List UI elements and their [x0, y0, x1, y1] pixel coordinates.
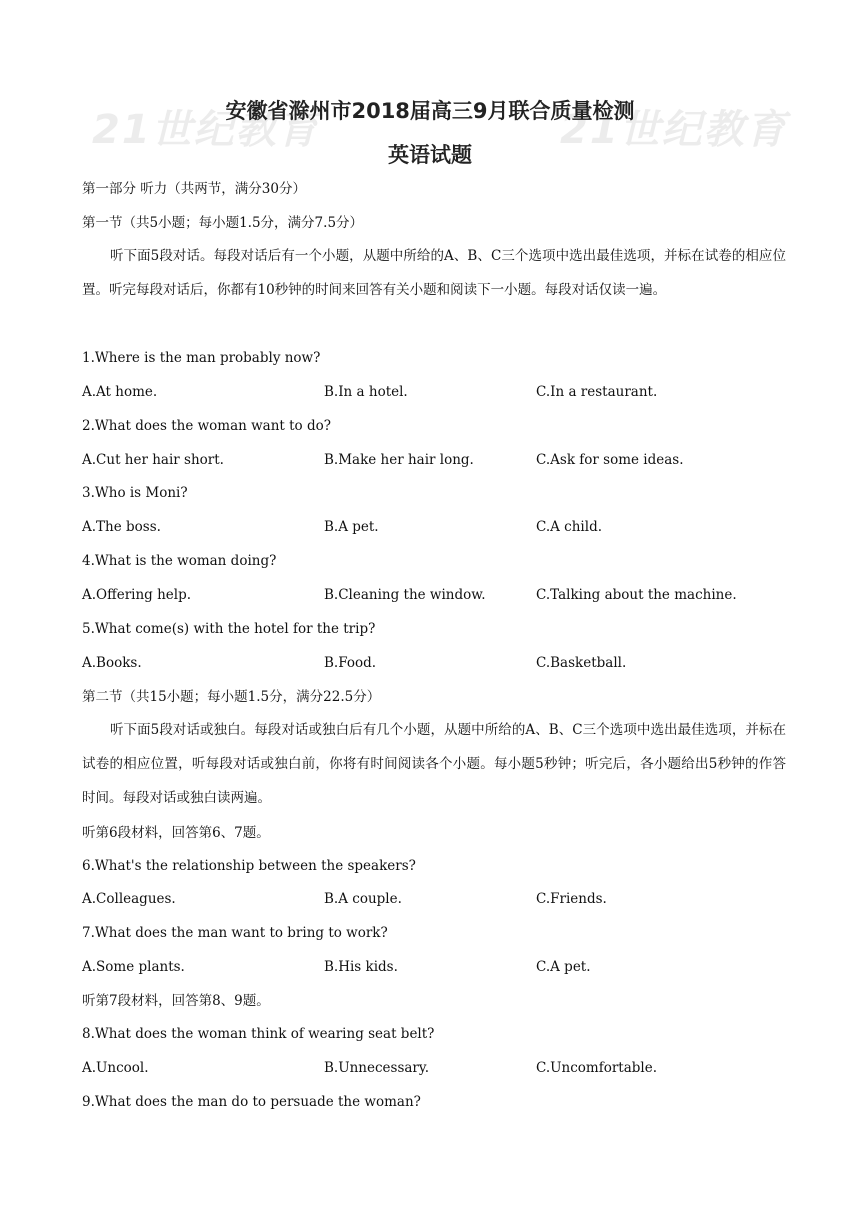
question-7-option-c: C.A pet.: [536, 959, 591, 975]
question-6-option-b: B.A couple.: [324, 891, 402, 907]
question-9: 9.What does the man do to persuade the woman?: [82, 1094, 421, 1110]
section1-instructions: 听下面5段对话。每段对话后有一个小题，从题中所给的A、B、C三个选项中选出最佳选项，并标在试卷的相应位置。听完每段对话后，你都有10秒钟的时间来回答有关小题和阅读下一小题。每段对话仅读一遍。: [82, 248, 786, 298]
question-8-option-a: A.Uncool.: [82, 1060, 149, 1076]
question-6: 6.What's the relationship between the speakers?: [82, 858, 416, 874]
section2-instructions: 听下面5段对话或独白。每段对话或独白后有几个小题，从题中所给的A、B、C三个选项中选出最佳选项，并标在试卷的相应位置，听每段对话或独白前，你将有时间阅读各个小题。每小题5秒钟；听完后，各小题给出5秒钟的作答时间。每段对话或独白读两遍。: [82, 722, 786, 806]
question-8: 8.What does the woman think of wearing seat belt?: [82, 1026, 435, 1042]
question-8-option-b: B.Unnecessary.: [324, 1060, 430, 1076]
document-subtitle: 英语试题: [388, 143, 472, 167]
question-5-option-b: B.Food.: [324, 655, 377, 671]
question-1: 1.Where is the man probably now?: [82, 350, 321, 366]
document-title: 安徽省滁州市2018届高三9月联合质量检测: [225, 99, 635, 123]
question-2-option-b: B.Make her hair long.: [324, 452, 474, 468]
question-1-option-c: C.In a restaurant.: [536, 384, 658, 400]
question-3: 3.Who is Moni?: [82, 485, 188, 501]
question-1-option-a: A.At home.: [82, 384, 158, 400]
section1-heading: 第一节（共5小题；每小题1.5分，满分7.5分）: [82, 215, 364, 231]
question-3-option-c: C.A child.: [536, 519, 603, 535]
question-7: 7.What does the man want to bring to work?: [82, 925, 388, 941]
question-4-option-c: C.Talking about the machine.: [536, 587, 737, 603]
watermark-right: 21世纪教育: [560, 107, 788, 153]
part1-heading: 第一部分 听力（共两节，满分30分）: [82, 181, 306, 197]
question-6-option-c: C.Friends.: [536, 891, 607, 907]
question-7-option-a: A.Some plants.: [82, 959, 185, 975]
question-1-option-b: B.In a hotel.: [324, 384, 408, 400]
question-4: 4.What is the woman doing?: [82, 553, 277, 569]
question-5-option-c: C.Basketball.: [536, 655, 627, 671]
question-4-option-b: B.Cleaning the window.: [324, 587, 486, 603]
section2-heading: 第二节（共15小题；每小题1.5分，满分22.5分）: [82, 689, 381, 705]
question-5-option-a: A.Books.: [82, 655, 142, 671]
question-8-option-c: C.Uncomfortable.: [536, 1060, 657, 1076]
question-5: 5.What come(s) with the hotel for the trip?: [82, 621, 376, 637]
material-7-note: 听第7段材料，回答第8、9题。: [82, 993, 270, 1009]
question-4-option-a: A.Offering help.: [82, 587, 192, 603]
question-2-option-a: A.Cut her hair short.: [82, 452, 224, 468]
question-2-option-c: C.Ask for some ideas.: [536, 452, 684, 468]
question-6-option-a: A.Colleagues.: [82, 891, 176, 907]
watermark-left: 21世纪教育: [92, 107, 320, 153]
material-6-note: 听第6段材料，回答第6、7题。: [82, 825, 270, 841]
question-3-option-b: B.A pet.: [324, 519, 379, 535]
question-2: 2.What does the woman want to do?: [82, 418, 331, 434]
question-7-option-b: B.His kids.: [324, 959, 398, 975]
question-3-option-a: A.The boss.: [82, 519, 161, 535]
